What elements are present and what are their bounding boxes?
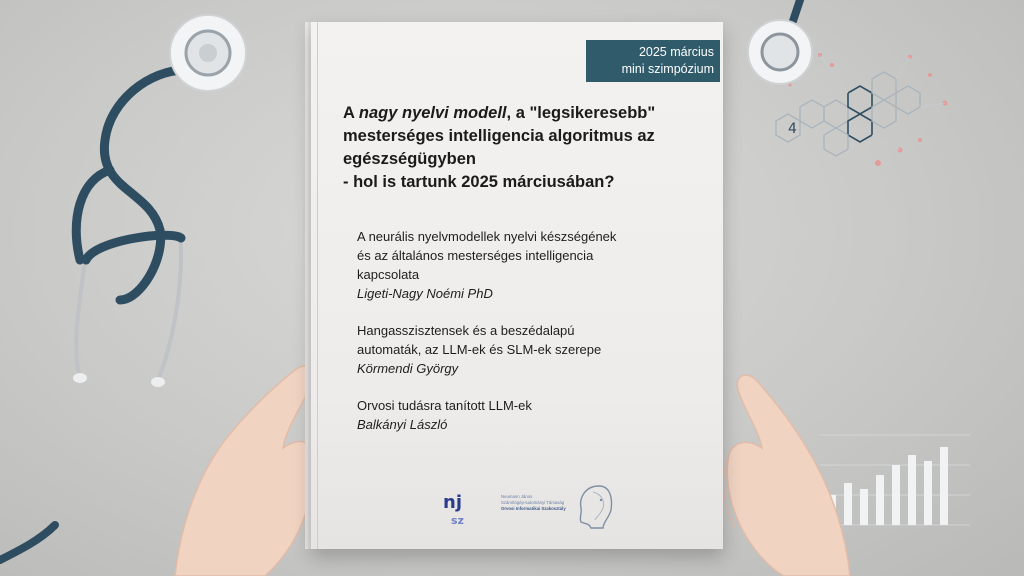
talk-title-line: automaták, az LLM-ek és SLM-ek szerepe bbox=[357, 342, 602, 357]
title-line-4: - hol is tartunk 2025 márciusában? bbox=[343, 173, 615, 191]
talk-speaker: Balkányi László bbox=[357, 417, 448, 432]
talk-speaker: Ligeti-Nagy Noémi PhD bbox=[357, 286, 493, 301]
logo-row bbox=[441, 482, 621, 532]
society-line-2: Számítógép-tudományi Társaság bbox=[501, 500, 565, 505]
svg-text:nj: nj bbox=[443, 492, 462, 513]
title-line-1: A nagy nyelvi modell, a "legsikeresebb" bbox=[343, 104, 656, 122]
right-hand bbox=[700, 330, 860, 576]
talk-item bbox=[357, 396, 707, 434]
head-profile-logo bbox=[571, 482, 621, 532]
talk-title-line: Orvosi tudásra tanított LLM-ek bbox=[357, 398, 532, 413]
society-line-3: Orvosi Informatikai Szakosztály bbox=[501, 506, 566, 511]
talk-list bbox=[357, 227, 707, 452]
title-line-3: egészségügyben bbox=[343, 150, 476, 168]
hexagon-network-icon bbox=[760, 45, 960, 185]
date-badge bbox=[586, 40, 720, 82]
talk-title-line: Hangasszisztensek és a beszédalapú bbox=[357, 323, 575, 338]
svg-text:sz: sz bbox=[451, 514, 464, 527]
title-emphasis: nagy nyelvi modell bbox=[358, 104, 507, 122]
badge-line-1: 2025 március bbox=[638, 45, 714, 59]
talk-title-line: kapcsolata bbox=[357, 267, 420, 282]
nj-logo bbox=[441, 486, 481, 528]
booklet-title bbox=[343, 102, 713, 194]
symposium-booklet bbox=[311, 22, 723, 549]
talk-item bbox=[357, 227, 707, 303]
svg-text:4: 4 bbox=[788, 121, 797, 137]
talk-title-line: és az általános mesterséges intelligencia bbox=[357, 248, 594, 263]
society-line-1: Neumann János bbox=[501, 494, 533, 499]
talk-title-line: A neurális nyelvmodellek nyelvi készségének bbox=[357, 229, 617, 244]
title-line-2: mesterséges intelligencia algoritmus az bbox=[343, 127, 655, 145]
talk-item bbox=[357, 321, 707, 378]
talk-speaker: Körmendi György bbox=[357, 361, 459, 376]
badge-line-2: mini szimpózium bbox=[621, 62, 714, 76]
